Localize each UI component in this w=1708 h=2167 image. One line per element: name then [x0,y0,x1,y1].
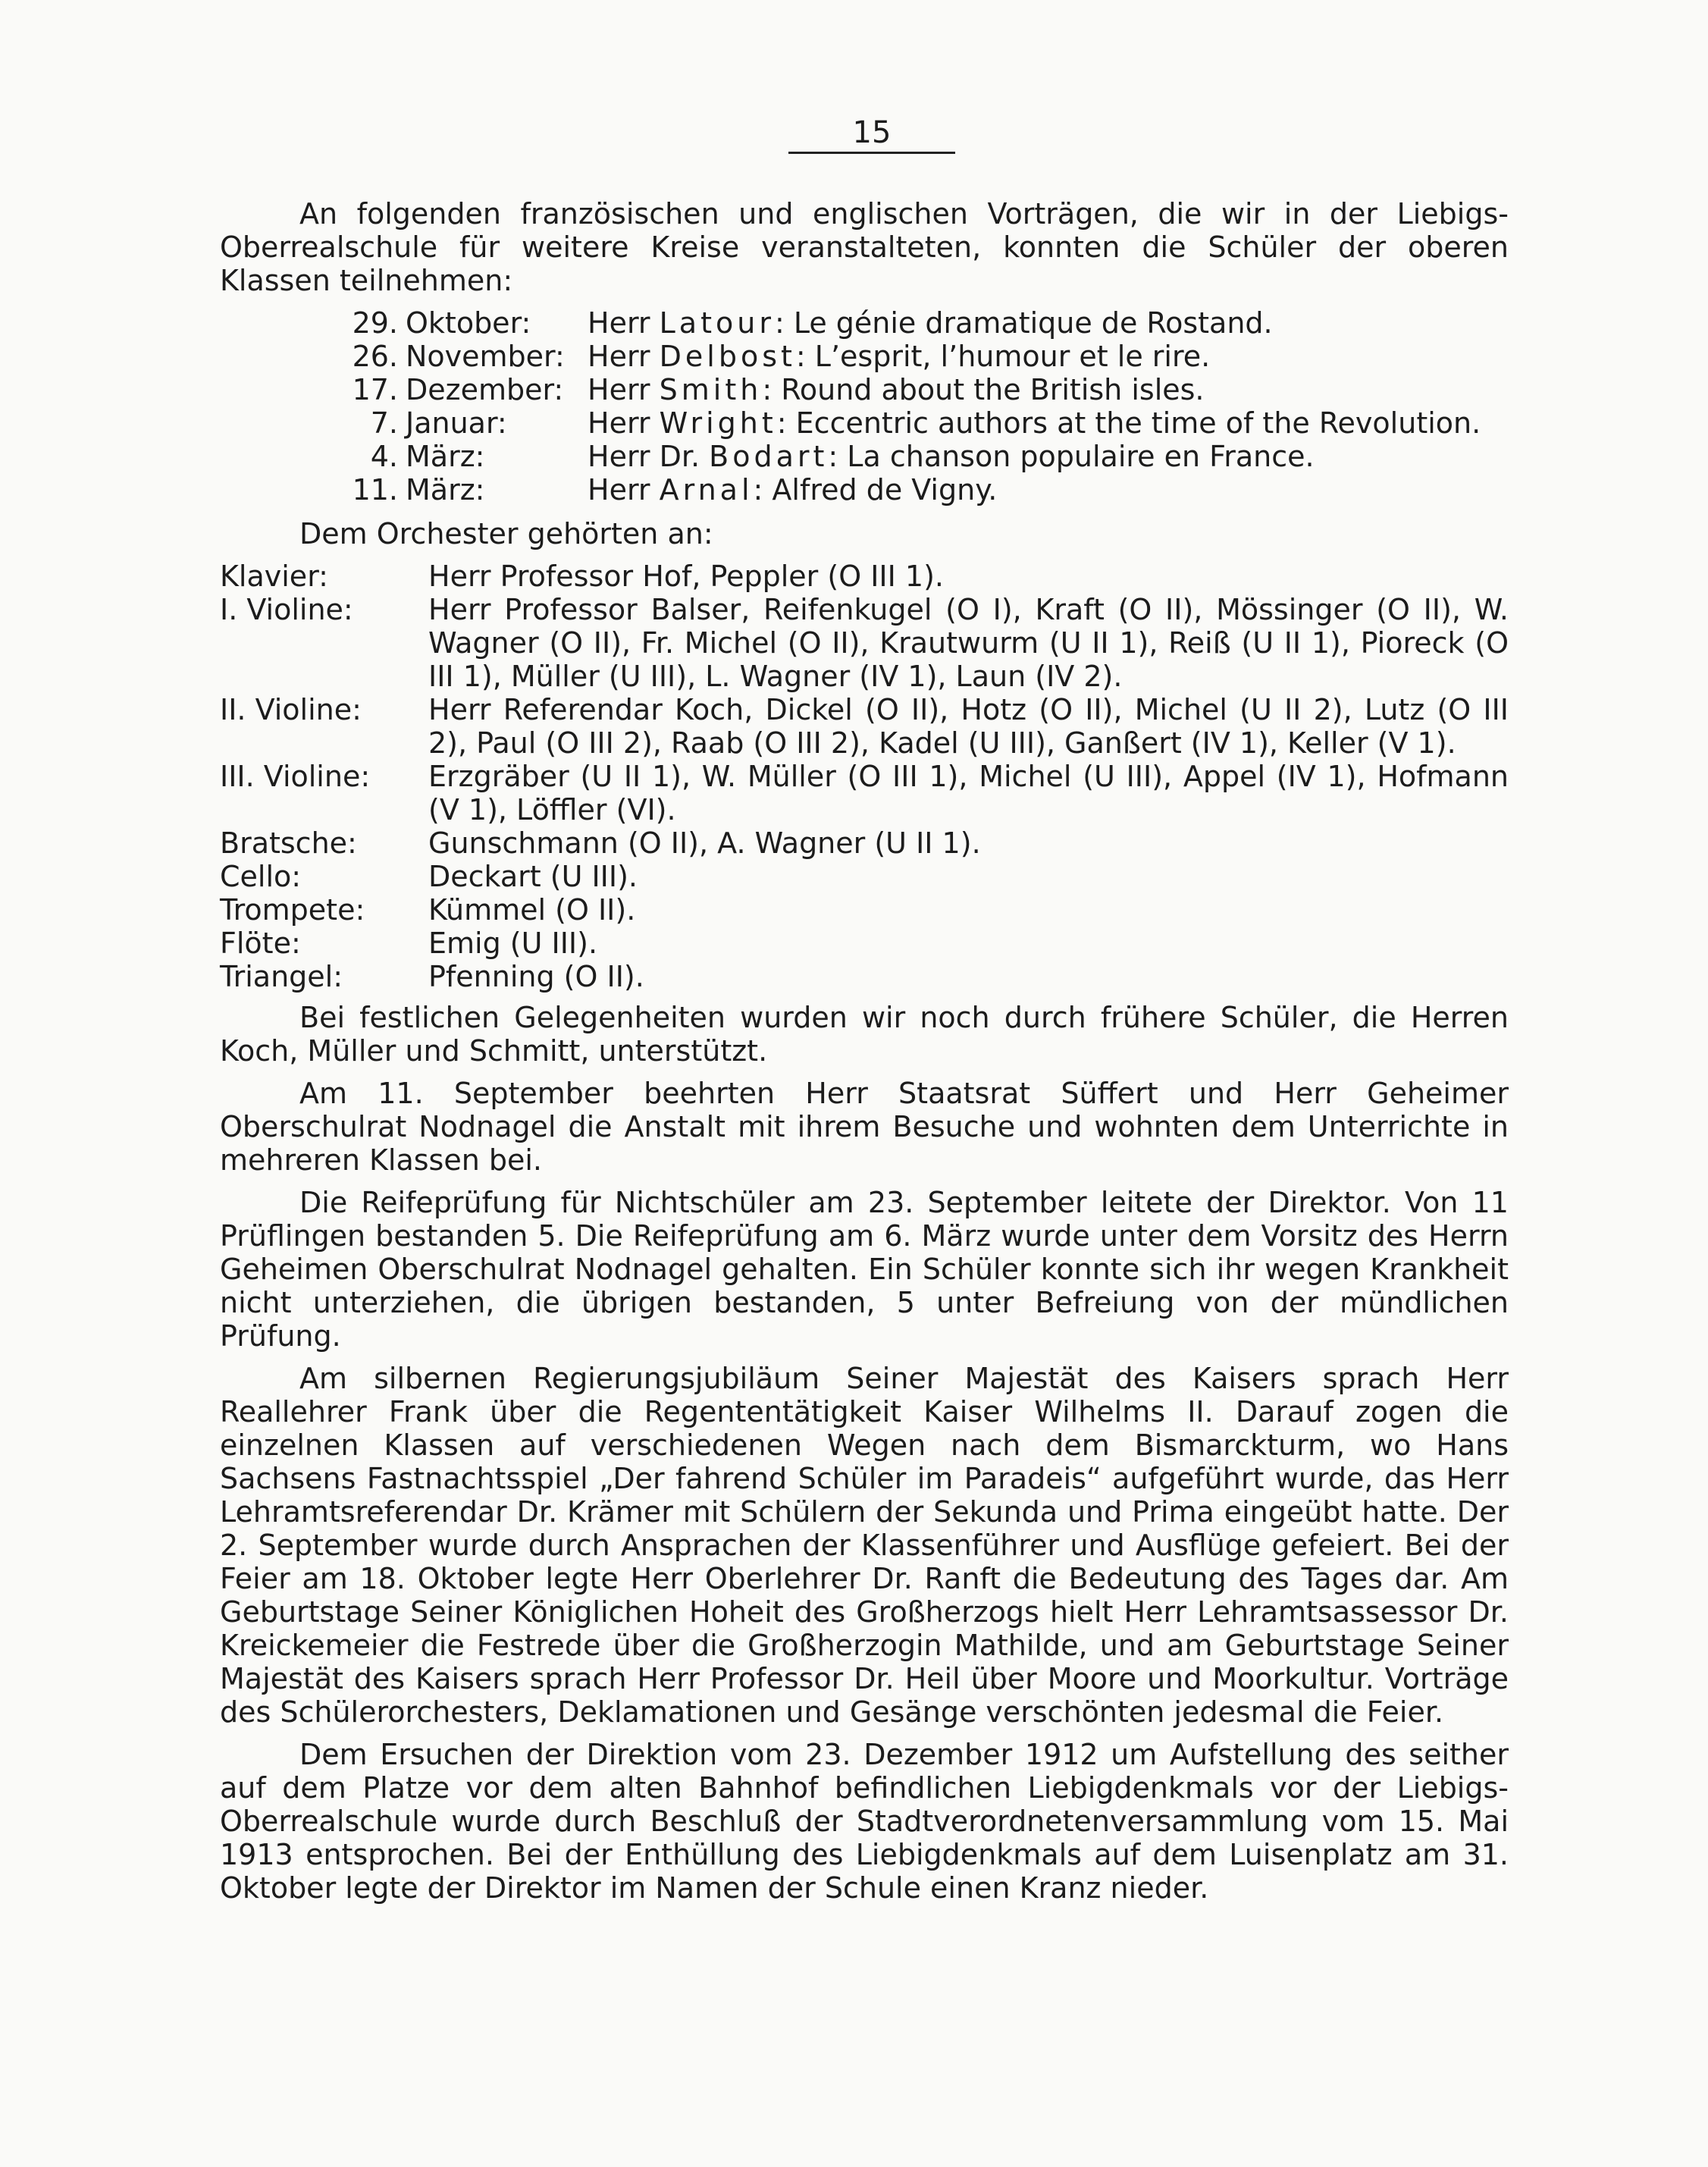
page-number: 15 [788,114,955,154]
lecture-day: 11. [352,473,398,506]
orchestra-row [220,893,1509,927]
instrument-label: Cello: [220,860,302,893]
orchestra-row [220,927,1509,960]
lecture-row [220,440,1509,473]
instrument-label: III. Violine: [220,760,371,793]
paragraph-monument: Dem Ersuchen der Direktion vom 23. Dezember 1912 um Aufstellung des seither auf dem Platze vor dem alten Bahnhof befindlichen Liebigdenkmals vor der Liebigs-Oberrealschule wurde durch Beschluß der Stadtverordnetenversammlung vom 15. Mai 1913 entsprochen. Bei der Enthüllung des Liebigdenkmals auf dem Luisenplatz am 31. Oktober legte der Direktor im Namen der Schule einen Kranz nieder. [220,1738,1509,1905]
lecture-row [220,340,1509,373]
lecture-list [220,306,1509,506]
instrument-members: Emig (U III). [428,927,598,960]
lecture-topic: : Alfred de Vigny. [753,473,998,506]
orchestra-list [220,560,1509,993]
lecturer-name: Delbost [659,340,796,373]
lecture-day: 29. [352,306,398,340]
lecture-month: November: [406,340,565,373]
lecture-text [588,340,1509,373]
lecturer-name: Bodart [709,440,829,473]
paragraph-exams: Die Reifeprüfung für Nichtschüler am 23. September leitete der Direktor. Von 11 Prüflingen bestanden 5. Die Reifeprüfung am 6. März wurde unter dem Vorsitz des Herrn Geheimen Oberschulrat Nodnagel gehalten. Ein Schüler konnte sich ihr wegen Krankheit nicht unterziehen, die übrigen bestanden, 5 unter Befreiung von der mündlichen Prüfung. [220,1186,1509,1353]
orchestra-row [220,760,1509,826]
orchestra-row [220,560,1509,593]
lecturer-name: Wright [659,406,777,440]
instrument-label: Flöte: [220,927,301,960]
lecture-topic: : L’esprit, l’humour et le rire. [795,340,1211,373]
orchestra-row [220,960,1509,993]
instrument-members: Herr Professor Hof, Peppler (O III 1). [428,560,944,593]
lecture-row [220,406,1509,440]
paragraph-celebrations: Am silbernen Regierungsjubiläum Seiner Majestät des Kaisers sprach Herr Reallehrer Frank über die Regententätigkeit Kaiser Wilhelms II. Darauf zogen die einzelnen Klassen auf verschiedenen Wegen nach dem Bismarckturm, wo Hans Sachsens Fastnachtsspiel „Der fahrend Schüler im Paradeis“ aufgeführt wurde, das Herr Lehramtsreferendar Dr. Krämer mit Schülern der Sekunda und Prima eingeübt hatte. Der 2. September wurde durch Ansprachen der Klassenführer und Ausflüge gefeiert. Bei der Feier am 18. Oktober legte Herr Oberlehrer Dr. Ranft die Bedeutung des Tages dar. Am Geburtstage Seiner Königlichen Hoheit des Großherzogs hielt Herr Lehramtsassessor Dr. Kreickemeier die Festrede über die Großherzogin Mathilde, und am Geburtstage Seiner Majestät des Kaisers sprach Herr Professor Dr. Heil über Moore und Moorkultur. Vorträge des Schülerorchesters, Deklamationen und Gesänge verschönten jedesmal die Feier. [220,1362,1509,1729]
lecture-day: 4. [370,440,398,473]
lecture-topic: : Eccentric authors at the time of the Revolution. [776,406,1481,440]
lecture-prefix: Herr [588,340,660,373]
instrument-label: Triangel: [220,960,343,993]
lecture-day: 7. [370,406,398,440]
lecture-month: Dezember: [406,373,564,406]
lecture-topic: : Le génie dramatique de Rostand. [774,306,1273,340]
instrument-label: Klavier: [220,560,328,593]
orchestra-row [220,593,1509,693]
lecture-topic: : Round about the British isles. [762,373,1205,406]
orchestra-intro: Dem Orchester gehörten an: [299,517,713,550]
lecture-row [220,373,1509,406]
lecturer-name: Arnal [659,473,754,506]
orchestra-row [220,860,1509,893]
paragraph-visit: Am 11. September beehrten Herr Staatsrat Süffert und Herr Geheimer Oberschulrat Nodnagel die Anstalt mit ihrem Besuche und wohnten dem Unterrichte in mehreren Klassen bei. [220,1077,1509,1177]
lecture-prefix: Herr [588,306,660,340]
instrument-members: Deckart (U III). [428,860,638,893]
lecture-text [588,473,1509,506]
instrument-members: Herr Professor Balser, Reifenkugel (O I), Kraft (O II), Mössinger (O II), W. Wagner (O II), Fr. Michel (O II), Krautwurm (U II 1), Reiß (U II 1), Pioreck (O III 1), Müller (U III), L. Wagner (IV 1), Laun (IV 2). [428,593,1509,693]
lecture-month: Oktober: [406,306,531,340]
lecture-text [588,306,1509,340]
lecture-prefix: Herr [588,406,660,440]
lecture-row [220,473,1509,506]
lecture-text [588,373,1509,406]
orchestra-row [220,826,1509,860]
lecture-prefix: Herr Dr. [588,440,710,473]
orchestra-row [220,693,1509,760]
lecture-prefix: Herr [588,473,660,506]
lecture-text [588,440,1509,473]
lecturer-name: Latour [659,306,775,340]
instrument-members: Pfenning (O II). [428,960,644,993]
paragraph-former-students: Bei festlichen Gelegenheiten wurden wir noch durch frühere Schüler, die Herren Koch, Müller und Schmitt, unterstützt. [220,1001,1509,1068]
instrument-label: II. Violine: [220,693,362,726]
instrument-label: Trompete: [220,893,365,927]
instrument-members: Kümmel (O II). [428,893,636,927]
lecture-text [588,406,1509,440]
lecturer-name: Smith [659,373,763,406]
instrument-label: Bratsche: [220,826,357,860]
instrument-members: Herr Referendar Koch, Dickel (O II), Hotz (O II), Michel (U II 2), Lutz (O III 2), Paul (O III 2), Raab (O III 2), Kadel (U III), Ganßert (IV 1), Keller (V 1). [428,693,1509,760]
lectures-intro: An folgenden französischen und englischen Vorträgen, die wir in der Liebigs-Oberrealschule für weitere Kreise veranstalteten, konnten die Schüler der oberen Klassen teilnehmen: [220,197,1509,297]
lecture-day: 26. [352,340,398,373]
instrument-members: Erzgräber (U II 1), W. Müller (O III 1), Michel (U III), Appel (IV 1), Hofmann (V 1), Löffler (VI). [428,760,1509,826]
lecture-month: Januar: [406,406,507,440]
instrument-members: Gunschmann (O II), A. Wagner (U II 1). [428,826,981,860]
lecture-topic: : La chanson populaire en France. [828,440,1315,473]
lecture-prefix: Herr [588,373,660,406]
body-text [220,197,1509,1914]
lecture-month: März: [406,473,485,506]
lecture-day: 17. [352,373,398,406]
instrument-label: I. Violine: [220,593,353,626]
lecture-row [220,306,1509,340]
lecture-month: März: [406,440,485,473]
